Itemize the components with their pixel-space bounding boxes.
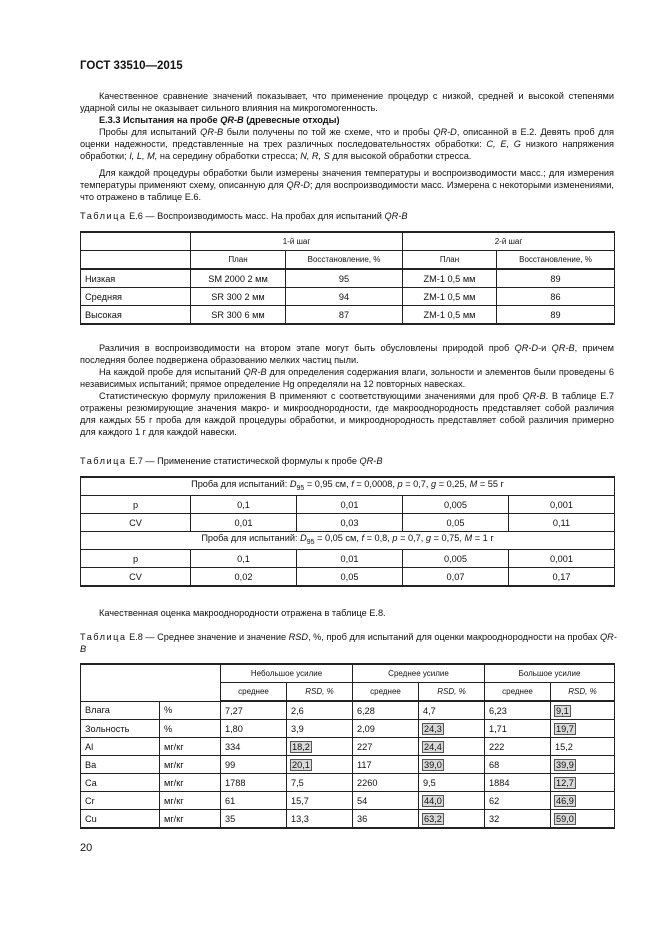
- table-cell: [551, 738, 615, 756]
- subheader-mean: среднее: [485, 683, 551, 702]
- row-name: Влага: [81, 701, 160, 720]
- cell-value: 61: [225, 795, 236, 806]
- table-cell: [353, 756, 419, 774]
- table-cell: [221, 792, 287, 810]
- subheader-mean: среднее: [353, 683, 419, 702]
- section-title-suffix: (древесные отходы): [246, 115, 340, 125]
- table-cell: [221, 720, 287, 738]
- highlighted-value: 59,0: [556, 813, 574, 824]
- row-unit: мг/кг: [160, 810, 221, 829]
- table-cell: [353, 701, 419, 720]
- cell-value: 227: [357, 741, 373, 752]
- table-row: [81, 810, 615, 829]
- header-step-2: 2-й шаг: [403, 232, 615, 251]
- table-cell: [485, 701, 551, 720]
- cell-value: 68: [489, 759, 500, 770]
- cell-value: 2,09: [357, 723, 375, 734]
- table-row: Средняя SR 300 2 мм 94 ZM-1 0,5 мм 86: [81, 288, 615, 306]
- qualitative-paragraph: Качественная оценка макрооднородности отражена в таблице Е.8.: [99, 608, 386, 618]
- temperature-paragraph: Для каждой процедуры обработки были измерены значения температуры и воспроизводимости масс.; для измерения температуры применяют схему, описанную для QR-D; для воспроизводимости масс. Измерена с некоторыми изменениями, что отражено в таблице Е.6.: [80, 168, 614, 202]
- subheader-rsd: RSD, %: [419, 683, 485, 702]
- highlighted-value: 19,7: [556, 723, 574, 734]
- table-cell: [221, 738, 287, 756]
- table-cell: [353, 738, 419, 756]
- cell-value: 1788: [225, 777, 246, 788]
- highlighted-value: 24,4: [424, 741, 442, 752]
- row-unit: мг/кг: [160, 792, 221, 810]
- table-e7-caption: Таблица Е.7 — Применение статистической формулы к пробе QR-B: [80, 456, 383, 466]
- table-row: [81, 756, 615, 774]
- cell-value: 222: [489, 741, 505, 752]
- row-name: Ca: [81, 774, 160, 792]
- table-e6-caption: Таблица Е.6 — Воспроизводимость масс. На пробах для испытаний QR-B: [80, 211, 408, 221]
- document-header: ГОСТ 33510—2015: [80, 60, 183, 72]
- table-cell: [353, 810, 419, 829]
- table-cell: [551, 701, 615, 720]
- cell-value: 54: [357, 795, 368, 806]
- group-small: Небольшое усилие: [221, 664, 353, 683]
- table-row: Низкая SM 2000 2 мм 95 ZM-1 0,5 мм 89: [81, 269, 615, 288]
- cell-value: 15,2: [555, 741, 573, 752]
- cell-value: 1,71: [489, 723, 507, 734]
- row-name: Зольность: [81, 720, 160, 738]
- cell-value: 2,6: [291, 705, 304, 716]
- cell-value: 62: [489, 795, 500, 806]
- table-cell: [485, 810, 551, 829]
- table-cell: [551, 810, 615, 829]
- table-row: Высокая SR 300 6 мм 87 ZM-1 0,5 мм 89: [81, 306, 615, 325]
- table-cell: [551, 756, 615, 774]
- table-cell: [287, 774, 353, 792]
- table-cell: [485, 756, 551, 774]
- header-plan-2: План: [403, 251, 497, 270]
- section-title-code: QR-B: [220, 115, 244, 125]
- cell-value: 7,5: [291, 777, 304, 788]
- table-cell: [287, 810, 353, 829]
- highlighted-value: 18,2: [292, 741, 310, 752]
- table-cell: [551, 720, 615, 738]
- cell-value: 15,7: [291, 795, 309, 806]
- table-cell: [287, 738, 353, 756]
- cell-value: 334: [225, 741, 241, 752]
- subheader-mean: среднее: [221, 683, 287, 702]
- cell-value: 2260: [357, 777, 378, 788]
- cell-value: 7,27: [225, 705, 243, 716]
- table-cell: [287, 756, 353, 774]
- highlighted-value: 44,0: [424, 795, 442, 806]
- highlighted-value: 24,3: [424, 723, 442, 734]
- block-2-title: Проба для испытаний: $D_{95} = 0,05$ см, f = 0,8, p = 0,7, g = 0,75, M = 1 г: [81, 532, 615, 550]
- subheader-rsd: RSD, %: [551, 683, 615, 702]
- each-sample-paragraph: На каждой пробе для испытаний QR-B для определения содержания влаги, зольности и элементов были проведены 6 независимых испытаний; прямое определение Hg определяли на 12 повторных навесках.: [80, 367, 614, 389]
- table-cell: [221, 810, 287, 829]
- section-title-prefix: Испытания на пробе: [123, 115, 218, 125]
- row-name: Cu: [81, 810, 160, 829]
- header-recovery-1: Восстановление, %: [286, 251, 403, 270]
- table-cell: [485, 774, 551, 792]
- table-cell: [485, 792, 551, 810]
- samples-paragraph: Пробы для испытаний QR-B были получены по той же схеме, что и пробы QR-D, описанной в Е.2. Девять проб для оценки надежности, представленные на трех различных последовательностях обработки: C, E, G низкого напряжения обработки; I, L, M, на середину обработки стресса; N, R, S для высокой обработки стресса.: [80, 127, 614, 161]
- cell-value: 117: [357, 759, 372, 770]
- table-row: [81, 792, 615, 810]
- cell-value: 4,7: [423, 705, 436, 716]
- table-cell: [287, 720, 353, 738]
- highlighted-value: 20,1: [292, 759, 310, 770]
- table-cell: [353, 792, 419, 810]
- table-row: CV 0,01 0,03 0,05 0,11: [81, 514, 615, 532]
- table-row: [81, 738, 615, 756]
- page-number: 20: [80, 842, 93, 854]
- table-cell: [419, 738, 485, 756]
- section-heading: [99, 114, 340, 126]
- table-e7: [80, 476, 615, 587]
- table-cell: [287, 792, 353, 810]
- row-name: Al: [81, 738, 160, 756]
- table-cell: [419, 720, 485, 738]
- block-1-title: Проба для испытаний: $D_{95} = 0,95$ см, f = 0,0008, p = 0,7, g = 0,25, M = 55 г: [81, 477, 615, 496]
- cell-value: 6,23: [489, 705, 507, 716]
- table-cell: [419, 701, 485, 720]
- highlighted-value: 39,0: [424, 759, 442, 770]
- table-cell: [419, 792, 485, 810]
- table-cell: [353, 774, 419, 792]
- table-row: CV 0,02 0,05 0,07 0,17: [81, 568, 615, 587]
- highlighted-value: 46,9: [556, 795, 574, 806]
- cell-value: 9,5: [423, 777, 436, 788]
- table-row: [81, 720, 615, 738]
- header-plan-1: План: [191, 251, 286, 270]
- table-row: [81, 701, 615, 720]
- row-unit: мг/кг: [160, 774, 221, 792]
- cell-value: 3,9: [291, 723, 304, 734]
- table-cell: [485, 720, 551, 738]
- subheader-rsd: RSD, %: [287, 683, 353, 702]
- row-unit: мг/кг: [160, 756, 221, 774]
- row-name: Cr: [81, 792, 160, 810]
- cell-value: 36: [357, 813, 368, 824]
- table-e8: [80, 663, 615, 829]
- cell-value: 6,28: [357, 705, 375, 716]
- highlighted-value: 39,9: [556, 759, 574, 770]
- table-e8-caption: Таблица Е.8 — Среднее значение и значение RSD, %, проб для испытаний для оценки макрооднородности на пробах QR-B: [80, 632, 617, 654]
- table-cell: [419, 810, 485, 829]
- row-unit: мг/кг: [160, 738, 221, 756]
- cell-value: 1,80: [225, 723, 243, 734]
- difference-paragraph: Различия в воспроизводимости на втором этапе могут быть обусловлены природой проб QR-D-и QR-B, причем последняя более подвержена образованию мелких частиц пыли.: [80, 343, 614, 365]
- row-unit: %: [160, 720, 221, 738]
- section-number: Е.3.3: [99, 115, 121, 125]
- table-cell: [221, 774, 287, 792]
- table-cell: [485, 738, 551, 756]
- table-cell: [287, 701, 353, 720]
- cell-value: 1884: [489, 777, 510, 788]
- cell-value: 13,3: [291, 813, 309, 824]
- table-row: p 0,1 0,01 0,005 0,001: [81, 496, 615, 514]
- cell-value: 32: [489, 813, 500, 824]
- table-cell: [221, 701, 287, 720]
- intro-paragraph: Качественное сравнение значений показывает, что применение процедур с низкой, средней и высокой степенями ударной силы не оказывает сильного влияния на микрогомогенность.: [80, 91, 614, 113]
- table-cell: [221, 756, 287, 774]
- highlighted-value: 9,1: [556, 705, 569, 716]
- header-recovery-2: Восстановление, %: [497, 251, 615, 270]
- highlighted-value: 12,7: [556, 777, 574, 788]
- cell-value: 99: [225, 759, 236, 770]
- row-unit: %: [160, 701, 221, 720]
- table-row: [81, 774, 615, 792]
- table-row: p 0,1 0,01 0,005 0,001: [81, 550, 615, 568]
- table-cell: [419, 756, 485, 774]
- header-step-1: 1-й шаг: [191, 232, 403, 251]
- table-cell: [551, 792, 615, 810]
- table-cell: [419, 774, 485, 792]
- group-medium: Среднее усилие: [353, 664, 485, 683]
- statistics-paragraph: Статистическую формулу приложения В применяют с соответствующими значениями для проб QR-B. В таблице Е.7 отражены резюмирующие значения макро- и микрооднородности, где макрооднородность представляет собой различия для каждых 55 г проба для каждой процедуры обработки, и микрооднородность представляет собой различия примерно для каждого 1 г для каждой навески.: [80, 391, 614, 437]
- cell-value: 35: [225, 813, 236, 824]
- highlighted-value: 63,2: [424, 813, 442, 824]
- group-large: Большое усилие: [485, 664, 615, 683]
- table-cell: [551, 774, 615, 792]
- table-cell: [353, 720, 419, 738]
- table-e6: [80, 231, 615, 325]
- row-name: Ba: [81, 756, 160, 774]
